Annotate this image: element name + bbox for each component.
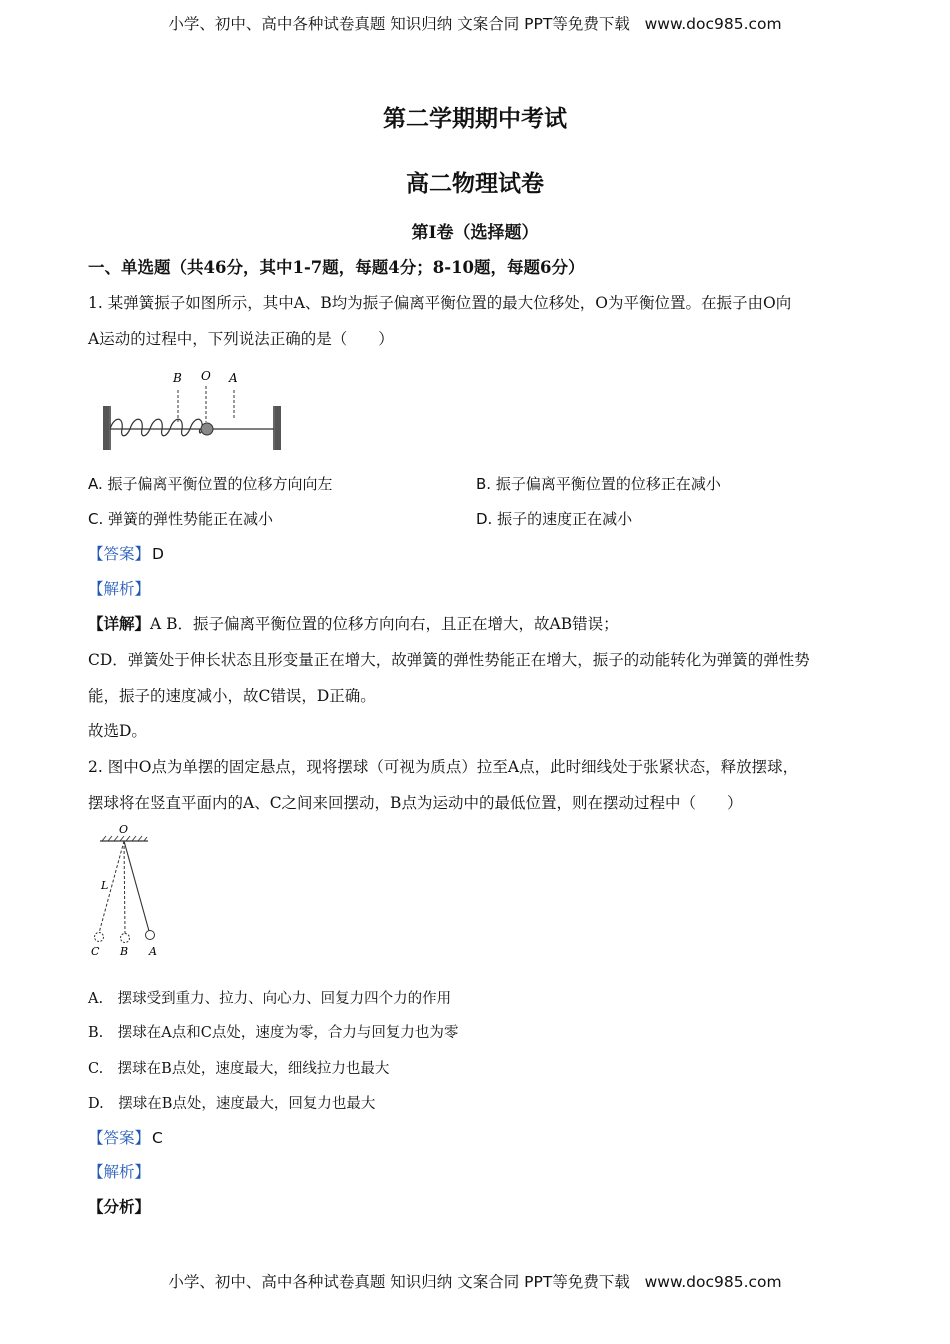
label-a: A — [229, 371, 238, 385]
string-to-a — [124, 841, 149, 931]
volume-heading: 第Ⅰ卷（选择题） — [411, 223, 539, 243]
ball-b — [121, 934, 130, 943]
q1-analysis-tag: 【解析】 — [88, 580, 151, 598]
top-banner — [0, 12, 950, 34]
q2-option-c[interactable]: C. 摆球在B点处，速度最大，细线拉力也最大 — [88, 1061, 390, 1077]
label-b: B — [173, 371, 182, 385]
q1-detail-line3: 能，振子的速度减小，故C错误，D正确。 — [88, 687, 376, 705]
q1-option-a[interactable]: A. 振子偏离平衡位置的位移方向向左 — [88, 475, 333, 493]
q2-option-b[interactable]: B. 摆球在A点和C点处，速度为零，合力与回复力也为零 — [88, 1025, 459, 1041]
q1-answer-row — [88, 542, 164, 564]
q1-stem-line1: 1. 某弹簧振子如图所示，其中A、B均为振子偏离平衡位置的最大位移处，O为平衡位置。在振子由O向 — [88, 294, 792, 312]
q2-pendulum-figure — [86, 822, 166, 962]
left-wall — [106, 406, 110, 450]
q2-fenxi-tag: 【分析】 — [88, 1197, 151, 1216]
label-o: O — [119, 823, 129, 836]
q1-stem-line2: A运动的过程中，下列说法正确的是（ ） — [88, 330, 394, 348]
q1-detail-line1 — [88, 612, 619, 634]
string-to-b — [124, 841, 125, 934]
exam-title: 第二学期期中考试 — [383, 105, 567, 132]
ball-a — [146, 931, 155, 940]
bottom-banner-url[interactable]: www.doc985.com — [644, 1273, 782, 1291]
label-l: L — [101, 879, 109, 892]
q1-option-c[interactable]: C. 弹簧的弹性势能正在减小 — [88, 510, 274, 528]
q1-detail-tag: 【详解】 — [88, 614, 151, 633]
q2-answer-row — [88, 1126, 163, 1148]
q2-analysis-tag: 【解析】 — [88, 1163, 151, 1181]
q2-option-a[interactable]: A. 摆球受到重力、拉力、向心力、回复力四个力的作用 — [88, 991, 452, 1007]
q1-answer-tag: 【答案】 — [88, 545, 151, 563]
bottom-banner — [0, 1270, 950, 1292]
exam-subtitle: 高二物理试卷 — [406, 170, 544, 197]
spring — [110, 419, 202, 436]
right-wall — [274, 406, 278, 450]
top-banner-url[interactable]: www.doc985.com — [644, 15, 782, 33]
label-a: A — [149, 945, 157, 958]
label-o: O — [201, 369, 211, 383]
q1-option-b[interactable]: B. 振子偏离平衡位置的位移正在减小 — [476, 475, 721, 493]
ceiling-hatch — [102, 836, 147, 841]
q2-answer-tag: 【答案】 — [88, 1129, 151, 1147]
q2-option-d[interactable]: D. 摆球在B点处，速度最大，回复力也最大 — [88, 1096, 376, 1112]
q2-stem-line1: 2. 图中O点为单摆的固定悬点，现将摆球（可视为质点）拉至A点，此时细线处于张紧状态，释放摆球， — [88, 758, 799, 776]
q2-answer-value: C — [152, 1129, 163, 1147]
q1-detail-text1: A B．振子偏离平衡位置的位移方向向右，且正在增大，故AB错误； — [150, 615, 619, 633]
top-banner-text: 小学、初中、高中各种试卷真题 知识归纳 文案合同 PPT等免费下载 — [168, 15, 630, 33]
q1-answer-value: D — [152, 545, 164, 563]
q1-detail-line2: CD．弹簧处于伸长状态且形变量正在增大，故弹簧的弹性势能正在增大，振子的动能转化为弹簧的弹性势 — [88, 651, 810, 669]
q1-spring-oscillator-figure — [100, 368, 285, 453]
oscillator-ball — [201, 423, 213, 435]
label-b: B — [120, 945, 129, 958]
q1-conclusion: 故选D。 — [88, 722, 147, 740]
q1-option-d[interactable]: D. 振子的速度正在减小 — [476, 510, 633, 528]
q2-stem-line2: 摆球将在竖直平面内的A、C之间来回摆动，B点为运动中的最低位置，则在摆动过程中（ ） — [88, 794, 743, 812]
ball-c — [95, 933, 104, 942]
label-c: C — [91, 945, 100, 958]
section-heading: 一、单选题（共46分，其中1-7题，每题4分；8-10题，每题6分） — [88, 258, 585, 277]
bottom-banner-text: 小学、初中、高中各种试卷真题 知识归纳 文案合同 PPT等免费下载 — [168, 1273, 630, 1291]
